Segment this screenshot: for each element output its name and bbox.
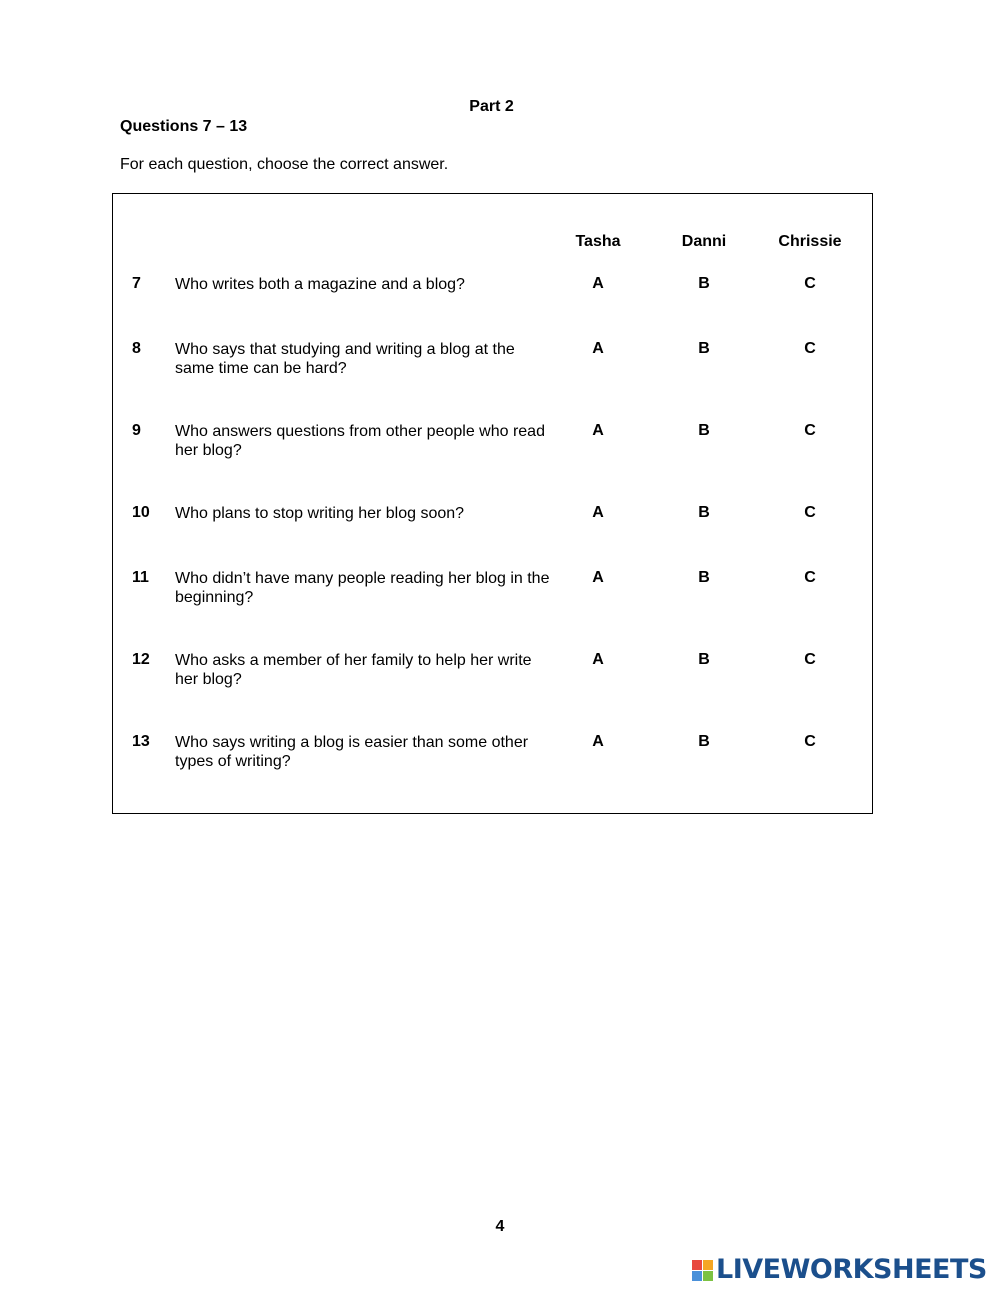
question-number: 12 bbox=[132, 651, 150, 668]
logo-text: LIVEWORKSHEETS bbox=[716, 1254, 987, 1285]
question-text: Who didn’t have many people reading her blog in the beginning? bbox=[175, 570, 550, 606]
questions-box bbox=[112, 193, 873, 814]
option-b[interactable]: B bbox=[698, 651, 710, 668]
option-c[interactable]: C bbox=[804, 340, 816, 357]
column-header-chrissie: Chrissie bbox=[778, 233, 842, 250]
option-c[interactable]: C bbox=[804, 651, 816, 668]
option-b[interactable]: B bbox=[698, 275, 710, 292]
option-c[interactable]: C bbox=[804, 504, 816, 521]
question-text: Who plans to stop writing her blog soon? bbox=[175, 505, 465, 522]
question-text: Who says writing a blog is easier than some other types of writing? bbox=[175, 734, 529, 770]
part-title: Part 2 bbox=[469, 98, 514, 115]
option-a[interactable]: A bbox=[592, 422, 604, 439]
option-b[interactable]: B bbox=[698, 422, 710, 439]
question-text: Who says that studying and writing a blog at the same time can be hard? bbox=[175, 341, 515, 377]
option-b[interactable]: B bbox=[698, 733, 710, 750]
option-b[interactable]: B bbox=[698, 569, 710, 586]
question-text: Who answers questions from other people who read her blog? bbox=[175, 423, 545, 459]
column-header-tasha: Tasha bbox=[575, 233, 621, 250]
option-a[interactable]: A bbox=[592, 275, 604, 292]
question-number: 9 bbox=[132, 422, 141, 439]
option-a[interactable]: A bbox=[592, 651, 604, 668]
instructions-text: For each question, choose the correct answer. bbox=[120, 156, 449, 173]
question-number: 11 bbox=[132, 569, 149, 586]
question-number: 7 bbox=[132, 275, 141, 292]
question-number: 13 bbox=[132, 733, 150, 750]
option-a[interactable]: A bbox=[592, 340, 604, 357]
page-number: 4 bbox=[495, 1218, 505, 1235]
option-a[interactable]: A bbox=[592, 569, 604, 586]
question-number: 10 bbox=[132, 504, 150, 521]
liveworksheets-logo[interactable] bbox=[692, 1255, 987, 1285]
option-b[interactable]: B bbox=[698, 504, 710, 521]
option-c[interactable]: C bbox=[804, 569, 816, 586]
option-c[interactable]: C bbox=[804, 275, 816, 292]
question-text: Who asks a member of her family to help her write her blog? bbox=[175, 652, 532, 688]
logo-blocks-icon bbox=[692, 1260, 713, 1281]
option-b[interactable]: B bbox=[698, 340, 710, 357]
option-c[interactable]: C bbox=[804, 733, 816, 750]
questions-range-heading: Questions 7 – 13 bbox=[120, 118, 248, 135]
question-text: Who writes both a magazine and a blog? bbox=[175, 276, 465, 293]
question-number: 8 bbox=[132, 340, 141, 357]
option-a[interactable]: A bbox=[592, 504, 604, 521]
option-a[interactable]: A bbox=[592, 733, 604, 750]
column-header-danni: Danni bbox=[681, 233, 727, 250]
option-c[interactable]: C bbox=[804, 422, 816, 439]
